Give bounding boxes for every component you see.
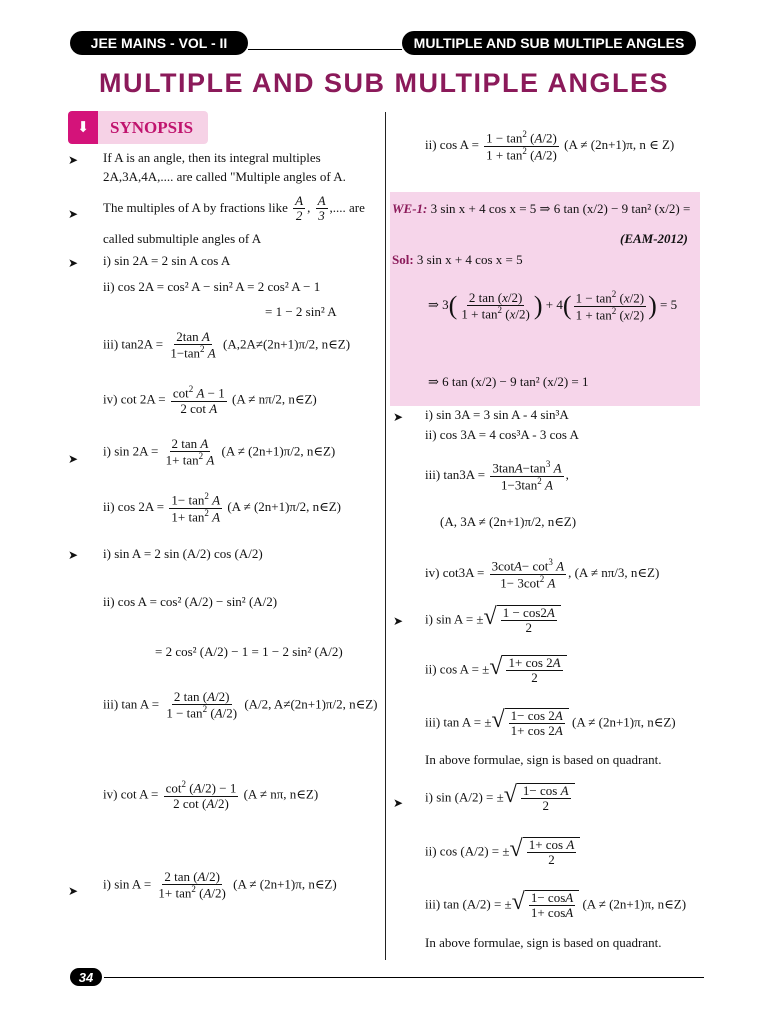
fraction-a-over-2: $\frac{A}{2}$ xyxy=(295,193,304,224)
tan2a-label: iii) tan2A = xyxy=(103,336,164,352)
sqrt-sin-half: √ $\frac{\text{1− cos A}}{2}$ xyxy=(504,783,575,814)
cot3a-fraction: $\frac{3\cot A- \cot^3 A}{1- 3\cot^2 A}$ xyxy=(491,557,565,590)
cos2a-tan-label: ii) cos 2A = xyxy=(103,499,165,515)
formula-tan3a: iii) tan3A = $\frac{3\tan A-\tan^3 A}{1-3\tan^2 A}$ , xyxy=(425,459,569,492)
formula-sin-half xyxy=(425,783,575,814)
cot3a-condition: (A ≠ nπ/3, n∈Z) xyxy=(574,565,660,581)
formula-cos2a-tan xyxy=(103,492,341,524)
formula-cot3a: iv) cot3A = $\frac{3\cot A- \cot^3 A}{1- 3\cot^2 A}$ , (A ≠ nπ/3, n∈Z) xyxy=(425,557,660,590)
page-number xyxy=(70,968,102,986)
formula-cot2a xyxy=(103,385,317,416)
header-volume-text: JEE MAINS - VOL - II xyxy=(90,35,228,51)
sqrt-sina: √ $\frac{1 - \cos 2A}{2}$ xyxy=(484,605,561,636)
submultiple-definition-line1: The multiples of A by fractions like $\frac{A}{2}$ , $\frac{A}{3}$ ,.... are xyxy=(103,193,365,224)
formula-cosa-cos2a xyxy=(425,655,567,686)
tan-half-label: iii) tan (A/2) = ± xyxy=(425,896,512,912)
sin2a-tan-condition: (A ≠ (2n+1)π/2, n∈Z) xyxy=(221,443,336,459)
cot2a-condition: (A ≠ nπ/2, n∈Z) xyxy=(232,391,317,407)
sol-frac-sin: $\frac{2 \tan (x/2)}{1 + \tan^2 (x/2)}$ xyxy=(461,289,530,322)
tan2a-condition: (A,2A≠(2n+1)π/2, n∈Z) xyxy=(222,336,351,352)
cosa-tan-half-condition: (A ≠ (2n+1)π, n ∈ Z) xyxy=(564,137,675,153)
sin2a-tan-label: i) sin 2A = xyxy=(103,443,159,459)
synopsis-badge xyxy=(68,111,208,144)
tana-cos2a-label: iii) tan A = ± xyxy=(425,714,492,730)
formula-sin2a: i) sin 2A = 2 sin A cos A xyxy=(103,253,231,268)
page-number-text: 34 xyxy=(78,969,94,985)
formula-tana-cos2a xyxy=(425,708,676,739)
cota-half-condition: (A ≠ nπ, n∈Z) xyxy=(243,786,319,802)
formula-cos3a: ii) cos 3A = 4 cos³A - 3 cos A xyxy=(425,427,579,442)
synopsis-label: SYNOPSIS xyxy=(110,117,194,137)
tana-half-fraction: $\frac{2 \tan (A/2)}{1 - \tan^2 (A/2)}$ xyxy=(166,689,238,721)
multiple-angles-definition-line1: If A is an angle, then its integral multiples xyxy=(103,150,321,165)
cosa-tan-half-fraction: $\frac{1 - \tan^2 (A/2)}{1 + \tan^2 (A/2)}$ xyxy=(486,129,557,162)
triangle-bullet-icon: ➤ xyxy=(393,614,404,628)
sol-line1-text: 3 sin x + 4 cos x = 5 xyxy=(416,252,523,267)
triangle-bullet-icon: ➤ xyxy=(68,153,79,167)
sqrt-cos-half: √ $\frac{\text{1+ cos A}}{2}$ xyxy=(510,837,581,868)
formula-sina-tan-half xyxy=(103,870,337,901)
page-title: MULTIPLE AND SUB MULTIPLE ANGLES xyxy=(99,68,669,98)
triangle-bullet-icon: ➤ xyxy=(68,548,79,562)
header-rule xyxy=(248,49,402,50)
cot2a-label: iv) cot 2A = xyxy=(103,391,166,407)
footer-rule xyxy=(104,977,704,978)
cos2a-tan-condition: (A ≠ (2n+1)π/2, n∈Z) xyxy=(227,499,342,515)
we-label: WE-1: xyxy=(392,201,428,216)
triangle-bullet-icon: ➤ xyxy=(393,410,404,424)
formula-sina-half: i) sin A = 2 sin (A/2) cos (A/2) xyxy=(103,546,263,561)
cot3a-label: iv) cot3A = xyxy=(425,565,485,581)
tan3a-condition: (A, 3A ≠ (2n+1)π/2, n∈Z) xyxy=(440,514,577,529)
solution-line2: ⇒ 3( $\frac{2 \tan (x/2)}{1 + \tan^2 (x/2)}$ ) + 4( $\frac{1 - \tan^2 (x/2)}{1 + \tan^2 (x/2)}$ ) = 5 xyxy=(428,289,678,322)
cosa-cos2a-label: ii) cos A = ± xyxy=(425,661,490,677)
formula-tan2a xyxy=(103,330,350,361)
cos2a-tan-fraction: $\frac{1- \tan^2 A}{1+ \tan^2 A}$ xyxy=(171,491,221,524)
tana-half-label: iii) tan A = xyxy=(103,696,160,712)
cota-half-fraction: $\frac{\cot^2 (A/2) - 1}{2 \cot (A/2)}$ xyxy=(165,779,237,811)
cota-half-label: iv) cot A = xyxy=(103,786,159,802)
formula-cos2a-alt: = 1 − 2 sin² A xyxy=(265,304,337,319)
sin-half-label: i) sin (A/2) = ± xyxy=(425,789,504,805)
sqrt-cosa: √ $\frac{1+ \cos 2A}{2}$ xyxy=(489,655,566,686)
tan-half-condition: (A ≠ (2n+1)π, n∈Z) xyxy=(582,896,687,912)
triangle-bullet-icon: ➤ xyxy=(68,256,79,270)
quadrant-note-2: In above formulae, sign is based on quadrant. xyxy=(425,935,662,950)
worked-example-question xyxy=(392,202,690,217)
sina-tan-half-condition: (A ≠ (2n+1)π, n∈Z) xyxy=(233,876,337,892)
tan3a-fraction: $\frac{3\tan A-\tan^3 A}{1-3\tan^2 A}$ xyxy=(492,459,562,492)
formula-sin2a-tan xyxy=(103,437,335,468)
sqrt-tana: √ $\frac{1- \cos 2A}{1+ \cos 2A}$ xyxy=(491,708,568,739)
fraction-a-over-3: $\frac{A}{3}$ xyxy=(317,193,326,224)
solution-line1 xyxy=(392,253,523,268)
header-chapter-label xyxy=(402,31,696,55)
sin2a-tan-fraction: $\frac{\text{2 tan A}}{1+ \tan^2 A}$ xyxy=(165,436,215,468)
triangle-bullet-icon: ➤ xyxy=(68,884,79,898)
column-divider xyxy=(385,112,386,960)
multiple-angles-definition-line2: 2A,3A,4A,.... are called "Multiple angles of A. xyxy=(103,169,346,184)
sina-tan-half-label: i) sin A = xyxy=(103,876,152,892)
formula-cos-half xyxy=(425,837,580,868)
formula-cosa-half: ii) cos A = cos² (A/2) − sin² (A/2) xyxy=(103,594,278,609)
down-arrow-icon: ⬇ xyxy=(76,120,90,136)
triangle-bullet-icon: ➤ xyxy=(68,452,79,466)
formula-cos2a: ii) cos 2A = cos² A − sin² A = 2 cos² A − 1 xyxy=(103,279,321,294)
submultiple-definition-line2: called submultiple angles of A xyxy=(103,231,262,246)
tan2a-fraction: $\frac{\text{2tan A}}{1-\tan^2 A}$ xyxy=(170,329,216,361)
header-volume-label xyxy=(70,31,248,55)
sqrt-tan-half: √ $\frac{1- \cos A}{1+ \cos A}$ xyxy=(512,890,580,921)
submultiple-text-post: ,.... are xyxy=(329,199,365,215)
tana-half-condition: (A/2, A≠(2n+1)π/2, n∈Z) xyxy=(244,696,378,712)
cot2a-fraction: $\frac{\cot^2 A - 1}{\text{2 cot A}}$ xyxy=(172,384,225,416)
triangle-bullet-icon: ➤ xyxy=(393,796,404,810)
sina-cos2a-label: i) sin A = ± xyxy=(425,611,484,627)
formula-sin3a: i) sin 3A = 3 sin A - 4 sin³A xyxy=(425,407,569,422)
formula-sina-cos2a xyxy=(425,605,561,636)
tana-cos2a-condition: (A ≠ (2n+1)π, n∈Z) xyxy=(572,714,676,730)
submultiple-text-pre: The multiples of A by fractions like xyxy=(103,199,288,215)
cosa-tan-half-label: ii) cos A = xyxy=(425,137,479,153)
sina-tan-half-fraction: $\frac{2 \tan (A/2)}{1+ \tan^2 (A/2)}$ xyxy=(158,869,226,901)
header-chapter-text: MULTIPLE AND SUB MULTIPLE ANGLES xyxy=(413,35,685,51)
tan3a-label: iii) tan3A = xyxy=(425,467,486,483)
formula-cosa-tan-half xyxy=(425,130,674,162)
triangle-bullet-icon: ➤ xyxy=(68,207,79,221)
we-question-text: 3 sin x + 4 cos x = 5 ⇒ 6 tan (x/2) − 9 tan² (x/2) = xyxy=(430,201,691,216)
formula-cosa-half-alt: = 2 cos² (A/2) − 1 = 1 − 2 sin² (A/2) xyxy=(155,644,343,659)
sol-label: Sol: xyxy=(392,252,414,267)
cos-half-label: ii) cos (A/2) = ± xyxy=(425,843,510,859)
formula-tana-half xyxy=(103,690,378,721)
quadrant-note-1: In above formulae, sign is based on quadrant. xyxy=(425,752,662,767)
sol-frac-cos: $\frac{1 - \tan^2 (x/2)}{1 + \tan^2 (x/2)}$ xyxy=(575,289,645,322)
formula-cota-half xyxy=(103,780,318,811)
we-source-text: (EAM-2012) xyxy=(620,231,688,246)
formula-tan-half xyxy=(425,890,686,921)
worked-example-source xyxy=(620,232,688,247)
solution-line3: ⇒ 6 tan (x/2) − 9 tan² (x/2) = 1 xyxy=(428,374,589,389)
